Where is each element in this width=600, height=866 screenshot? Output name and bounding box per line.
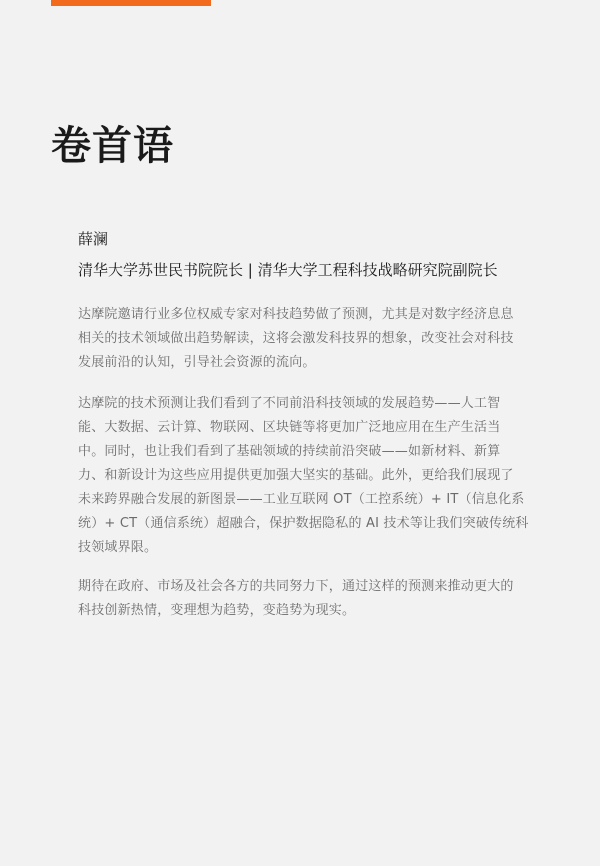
author-title: 清华大学苏世民书院院长 | 清华大学工程科技战略研究院副院长 (78, 261, 498, 279)
author-name: 薛澜 (78, 230, 109, 248)
paragraph-2 (78, 392, 530, 560)
page-title: 卷首语 (51, 123, 174, 169)
paragraph-line: 技领域界限。 (78, 540, 158, 555)
paragraph-line: 达摩院的技术预测让我们看到了不同前沿科技领域的发展趋势——人工智 (78, 396, 501, 411)
paragraph-line: 未来跨界融合发展的新图景——工业互联网 OT（工控系统）+ IT（信息化系 (78, 492, 525, 507)
paragraph-line: 期待在政府、市场及社会各方的共同努力下，通过这样的预测来推动更大的 (78, 579, 514, 594)
paragraph-line: 力、和新设计为这些应用提供更加强大坚实的基础。此外，更给我们展现了 (78, 468, 514, 483)
paragraph-line: 中。同时，也让我们看到了基础领域的持续前沿突破——如新材料、新算 (78, 444, 501, 459)
paragraph-line: 能、大数据、云计算、物联网、区块链等将更加广泛地应用在生产生活当 (78, 420, 501, 435)
accent-bar (51, 0, 211, 6)
paragraph-1 (78, 303, 530, 375)
paragraph-line: 达摩院邀请行业多位权威专家对科技趋势做了预测，尤其是对数字经济息息 (78, 307, 514, 322)
paragraph-line: 科技创新热情，变理想为趋势，变趋势为现实。 (78, 603, 356, 618)
paragraph-line: 统）+ CT（通信系统）超融合，保护数据隐私的 AI 技术等让我们突破传统科 (78, 516, 529, 531)
paragraph-3 (78, 575, 530, 623)
paragraph-line: 相关的技术领域做出趋势解读，这将会激发科技界的想象，改变社会对科技 (78, 331, 514, 346)
paragraph-line: 发展前沿的认知，引导社会资源的流向。 (78, 355, 316, 370)
